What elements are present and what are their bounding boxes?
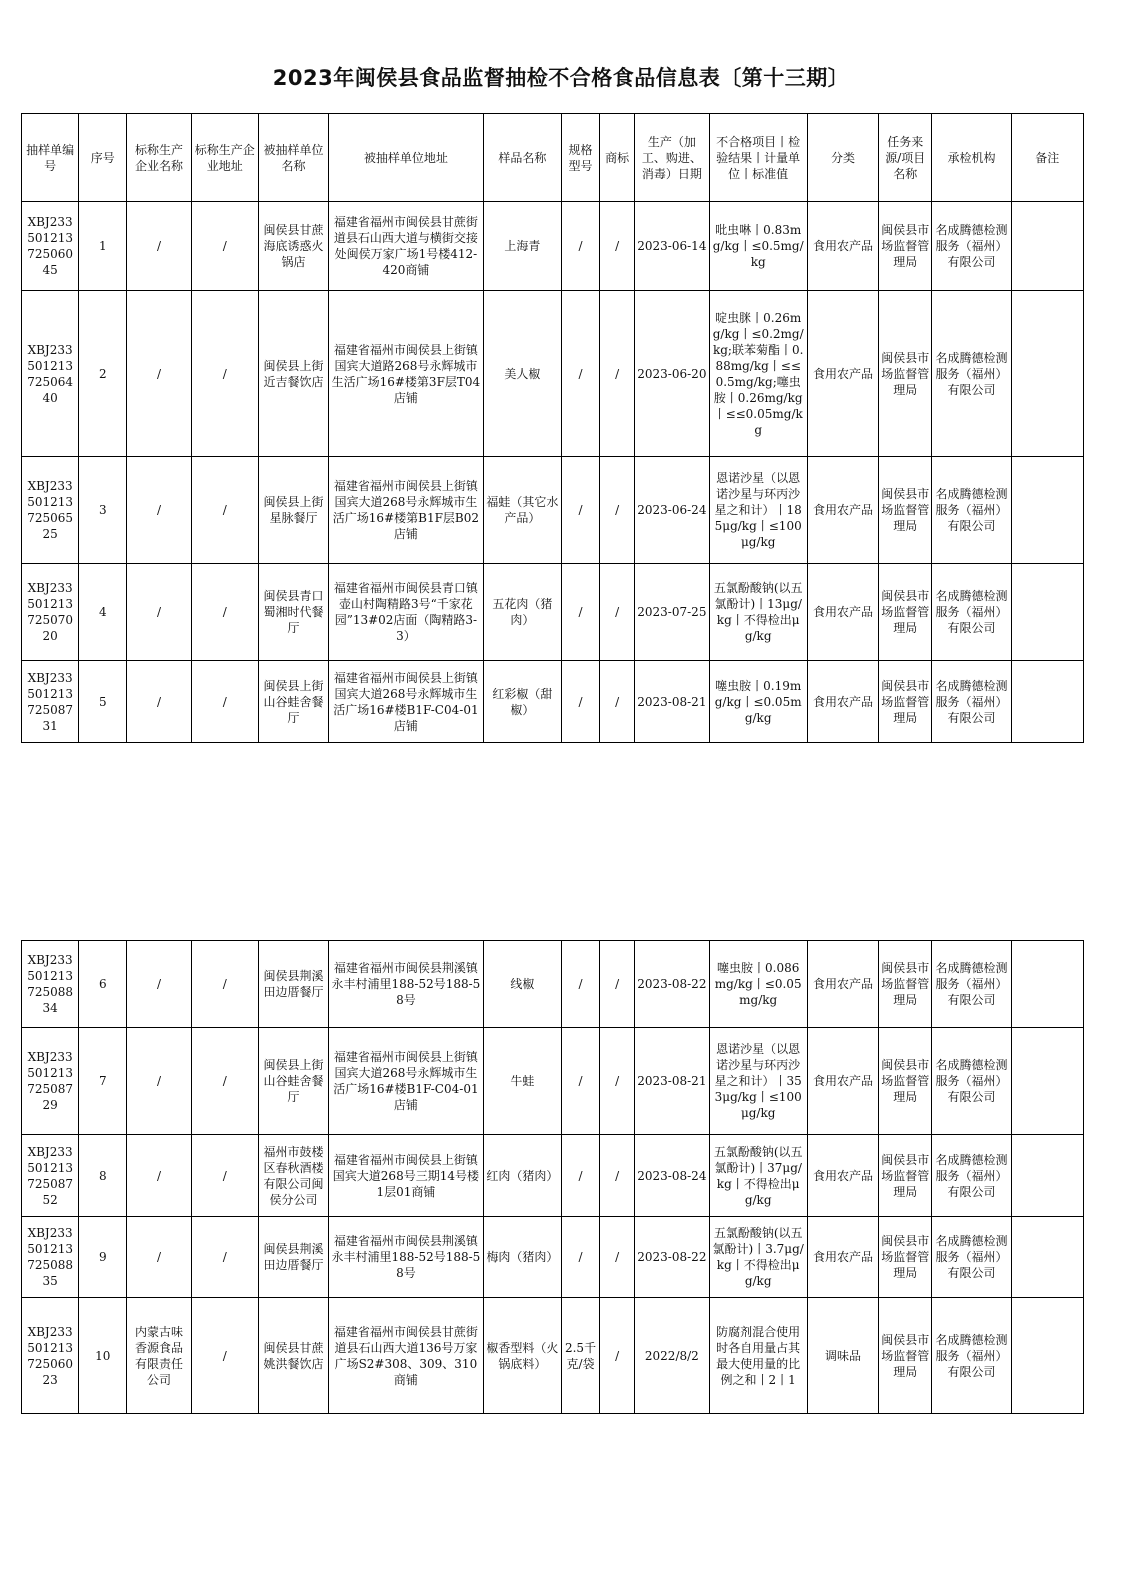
cell-manufacturer-address: / [191,202,258,291]
table-row [22,457,1084,564]
cell-production-date: 2023-07-25 [635,564,709,661]
cell-manufacturer-name: / [127,564,191,661]
cell-sampled-unit-address: 福建省福州市闽侯县荆溪镇永丰村浦里188-52号188-58号 [329,1217,484,1298]
cell-inspection-agency: 名成腾德检测服务（福州）有限公司 [932,1217,1011,1298]
cell-sample-name: 五花肉（猪肉） [483,564,561,661]
cell-category: 食用农产品 [807,661,878,743]
cell-trademark: / [600,1028,635,1135]
cell-sample-name: 红彩椒（甜椒） [483,661,561,743]
cell-category: 食用农产品 [807,457,878,564]
cell-manufacturer-name: / [127,1135,191,1217]
cell-trademark: / [600,1217,635,1298]
header-manufacturer-address: 标称生产企业地址 [191,114,258,202]
header-spec: 规格型号 [561,114,599,202]
cell-failed-item: 恩诺沙星（以恩诺沙星与环丙沙星之和计）丨353μg/kg丨≤100μg/kg [709,1028,807,1135]
cell-spec: 2.5千克/袋 [561,1298,599,1414]
cell-sample-id: XBJ23350121372508834 [22,941,79,1028]
cell-production-date: 2023-08-24 [635,1135,709,1217]
header-category: 分类 [807,114,878,202]
header-manufacturer-name: 标称生产企业名称 [127,114,191,202]
cell-sampled-unit-name: 闽侯县上街近吉餐饮店 [258,291,328,457]
cell-sample-id: XBJ23350121372506023 [22,1298,79,1414]
cell-sampled-unit-name: 闽侯县甘蔗海底诱惑火锅店 [258,202,328,291]
header-trademark: 商标 [600,114,635,202]
cell-sampled-unit-name: 闽侯县上街山谷蛙舍餐厅 [258,1028,328,1135]
cell-sampled-unit-address: 福建省福州市闽侯县青口镇壶山村陶精路3号“千家花园”13#02店面（陶精路3-3） [329,564,484,661]
cell-task-source: 闽侯县市场监督管理局 [879,202,932,291]
cell-inspection-agency: 名成腾德检测服务（福州）有限公司 [932,661,1011,743]
cell-spec: / [561,457,599,564]
cell-sample-id: XBJ23350121372508731 [22,661,79,743]
cell-sample-id: XBJ23350121372506440 [22,291,79,457]
table-row [22,1028,1084,1135]
cell-category: 食用农产品 [807,941,878,1028]
cell-manufacturer-address: / [191,941,258,1028]
cell-spec: / [561,1135,599,1217]
cell-manufacturer-name: 内蒙古味香源食品有限责任公司 [127,1298,191,1414]
cell-sampled-unit-address: 福建省福州市闽侯县上街镇国宾大道268号永辉城市生活广场16#楼B1F-C04-01店铺 [329,661,484,743]
cell-remarks [1011,457,1083,564]
cell-manufacturer-name: / [127,941,191,1028]
cell-remarks [1011,202,1083,291]
cell-remarks [1011,941,1083,1028]
header-sampled-unit-address: 被抽样单位地址 [329,114,484,202]
header-inspection-agency: 承检机构 [932,114,1011,202]
cell-manufacturer-address: / [191,1298,258,1414]
table-row [22,941,1084,1028]
cell-sample-id: XBJ23350121372508835 [22,1217,79,1298]
cell-sample-name: 椒香型料（火锅底料） [483,1298,561,1414]
cell-sample-id: XBJ23350121372506525 [22,457,79,564]
cell-manufacturer-address: / [191,1028,258,1135]
page-title: 2023年闽侯县食品监督抽检不合格食品信息表〔第十三期〕 [272,66,850,90]
cell-failed-item: 防腐剂混合使用时各自用量占其最大使用量的比例之和丨2丨1 [709,1298,807,1414]
cell-sampled-unit-address: 福建省福州市闽侯县上街镇国宾大道268号三期14号楼1层01商铺 [329,1135,484,1217]
cell-failed-item: 五氯酚酸钠(以五氯酚计)丨37μg/kg丨不得检出μg/kg [709,1135,807,1217]
cell-manufacturer-address: / [191,1217,258,1298]
cell-task-source: 闽侯县市场监督管理局 [879,1135,932,1217]
cell-task-source: 闽侯县市场监督管理局 [879,1028,932,1135]
header-task-source: 任务来源/项目名称 [879,114,932,202]
cell-sampled-unit-address: 福建省福州市闽侯县上街镇国宾大道路268号永辉城市生活广场16#楼第3F层T04店铺 [329,291,484,457]
cell-manufacturer-address: / [191,457,258,564]
cell-task-source: 闽侯县市场监督管理局 [879,291,932,457]
header-row [22,114,1084,202]
cell-spec: / [561,661,599,743]
cell-sample-name: 线椒 [483,941,561,1028]
cell-sampled-unit-name: 闽侯县甘蔗姚洪餐饮店 [258,1298,328,1414]
cell-sample-name: 牛蛙 [483,1028,561,1135]
header-failed-item: 不合格项目丨检验结果丨计量单位丨标准值 [709,114,807,202]
cell-inspection-agency: 名成腾德检测服务（福州）有限公司 [932,564,1011,661]
header-sample-name: 样品名称 [483,114,561,202]
cell-sampled-unit-address: 福建省福州市闽侯县甘蔗街道县石山西大道与横街交接处闽侯万家广场1号楼412-420商铺 [329,202,484,291]
cell-trademark: / [600,941,635,1028]
table-row [22,202,1084,291]
cell-serial-no: 6 [79,941,127,1028]
cell-task-source: 闽侯县市场监督管理局 [879,1217,932,1298]
cell-production-date: 2023-08-21 [635,1028,709,1135]
cell-manufacturer-name: / [127,291,191,457]
cell-trademark: / [600,1135,635,1217]
cell-sampled-unit-name: 闽侯县荆溪田边厝餐厅 [258,1217,328,1298]
cell-sampled-unit-name: 闽侯县青口蜀湘时代餐厅 [258,564,328,661]
cell-category: 食用农产品 [807,291,878,457]
cell-sample-id: XBJ23350121372508752 [22,1135,79,1217]
cell-manufacturer-name: / [127,661,191,743]
header-sampled-unit-name: 被抽样单位名称 [258,114,328,202]
cell-trademark: / [600,1298,635,1414]
table-row [22,1298,1084,1414]
cell-sampled-unit-name: 闽侯县上街山谷蛙舍餐厅 [258,661,328,743]
cell-serial-no: 7 [79,1028,127,1135]
cell-task-source: 闽侯县市场监督管理局 [879,1298,932,1414]
cell-serial-no: 3 [79,457,127,564]
cell-trademark: / [600,457,635,564]
cell-remarks [1011,564,1083,661]
cell-serial-no: 1 [79,202,127,291]
cell-manufacturer-name: / [127,1028,191,1135]
cell-trademark: / [600,291,635,457]
cell-serial-no: 5 [79,661,127,743]
table-row [22,564,1084,661]
cell-sample-id: XBJ23350121372508729 [22,1028,79,1135]
cell-manufacturer-name: / [127,457,191,564]
cell-sampled-unit-address: 福建省福州市闽侯县上街镇国宾大道268号永辉城市生活广场16#楼第B1F层B02店铺 [329,457,484,564]
cell-inspection-agency: 名成腾德检测服务（福州）有限公司 [932,1135,1011,1217]
cell-sampled-unit-name: 闽侯县荆溪田边厝餐厅 [258,941,328,1028]
cell-inspection-agency: 名成腾德检测服务（福州）有限公司 [932,202,1011,291]
cell-serial-no: 4 [79,564,127,661]
cell-failed-item: 恩诺沙星（以恩诺沙星与环丙沙星之和计）丨185μg/kg丨≤100μg/kg [709,457,807,564]
cell-task-source: 闽侯县市场监督管理局 [879,564,932,661]
cell-failed-item: 吡虫啉丨0.83mg/kg丨≤0.5mg/kg [709,202,807,291]
cell-sampled-unit-address: 福建省福州市闽侯县甘蔗街道县石山西大道136号万家广场S2#308、309、310商铺 [329,1298,484,1414]
cell-spec: / [561,564,599,661]
cell-category: 食用农产品 [807,564,878,661]
cell-category: 调味品 [807,1298,878,1414]
cell-manufacturer-address: / [191,661,258,743]
table-row [22,1135,1084,1217]
table-row [22,291,1084,457]
cell-production-date: 2023-06-20 [635,291,709,457]
cell-sample-id: XBJ23350121372506045 [22,202,79,291]
table-row [22,1217,1084,1298]
cell-task-source: 闽侯县市场监督管理局 [879,457,932,564]
cell-category: 食用农产品 [807,202,878,291]
cell-spec: / [561,202,599,291]
cell-category: 食用农产品 [807,1217,878,1298]
cell-sample-name: 梅肉（猪肉） [483,1217,561,1298]
cell-failed-item: 啶虫脒丨0.26mg/kg丨≤0.2mg/kg;联苯菊酯丨0.88mg/kg丨≤≤0.5mg/kg;噻虫胺丨0.26mg/kg丨≤≤0.05mg/kg [709,291,807,457]
header-production-date: 生产（加工、购进、消毒）日期 [635,114,709,202]
cell-sampled-unit-name: 闽侯县上街星脉餐厅 [258,457,328,564]
table-row [22,661,1084,743]
cell-trademark: / [600,661,635,743]
cell-manufacturer-address: / [191,1135,258,1217]
cell-sample-id: XBJ23350121372507020 [22,564,79,661]
cell-inspection-agency: 名成腾德检测服务（福州）有限公司 [932,1298,1011,1414]
cell-manufacturer-address: / [191,564,258,661]
cell-production-date: 2023-06-24 [635,457,709,564]
cell-spec: / [561,291,599,457]
cell-serial-no: 8 [79,1135,127,1217]
cell-spec: / [561,1028,599,1135]
cell-sample-name: 福蛙（其它水产品） [483,457,561,564]
cell-sample-name: 上海青 [483,202,561,291]
cell-spec: / [561,941,599,1028]
cell-failed-item: 五氯酚酸钠(以五氯酚计)丨3.7μg/kg丨不得检出μg/kg [709,1217,807,1298]
cell-manufacturer-address: / [191,291,258,457]
cell-task-source: 闽侯县市场监督管理局 [879,661,932,743]
cell-failed-item: 噻虫胺丨0.086mg/kg丨≤0.05mg/kg [709,941,807,1028]
cell-sample-name: 美人椒 [483,291,561,457]
cell-production-date: 2023-08-22 [635,1217,709,1298]
cell-failed-item: 五氯酚酸钠(以五氯酚计)丨13μg/kg丨不得检出μg/kg [709,564,807,661]
cell-inspection-agency: 名成腾德检测服务（福州）有限公司 [932,457,1011,564]
header-remarks: 备注 [1011,114,1083,202]
cell-failed-item: 噻虫胺丨0.19mg/kg丨≤0.05mg/kg [709,661,807,743]
cell-remarks [1011,1298,1083,1414]
cell-sampled-unit-address: 福建省福州市闽侯县上街镇国宾大道268号永辉城市生活广场16#楼B1F-C04-01店铺 [329,1028,484,1135]
cell-task-source: 闽侯县市场监督管理局 [879,941,932,1028]
cell-trademark: / [600,202,635,291]
cell-serial-no: 2 [79,291,127,457]
cell-production-date: 2022/8/2 [635,1298,709,1414]
cell-production-date: 2023-08-21 [635,661,709,743]
inspection-table-part-1 [21,113,1084,743]
cell-remarks [1011,1028,1083,1135]
cell-sample-name: 红肉（猪肉） [483,1135,561,1217]
cell-serial-no: 10 [79,1298,127,1414]
cell-manufacturer-name: / [127,202,191,291]
cell-sampled-unit-address: 福建省福州市闽侯县荆溪镇永丰村浦里188-52号188-58号 [329,941,484,1028]
cell-inspection-agency: 名成腾德检测服务（福州）有限公司 [932,941,1011,1028]
cell-category: 食用农产品 [807,1028,878,1135]
cell-category: 食用农产品 [807,1135,878,1217]
cell-remarks [1011,1135,1083,1217]
cell-sampled-unit-name: 福州市鼓楼区春秋酒楼有限公司闽侯分公司 [258,1135,328,1217]
cell-remarks [1011,661,1083,743]
cell-remarks [1011,291,1083,457]
cell-manufacturer-name: / [127,1217,191,1298]
header-sample-id: 抽样单编号 [22,114,79,202]
header-serial-no: 序号 [79,114,127,202]
cell-production-date: 2023-06-14 [635,202,709,291]
cell-inspection-agency: 名成腾德检测服务（福州）有限公司 [932,291,1011,457]
cell-trademark: / [600,564,635,661]
cell-spec: / [561,1217,599,1298]
cell-production-date: 2023-08-22 [635,941,709,1028]
cell-inspection-agency: 名成腾德检测服务（福州）有限公司 [932,1028,1011,1135]
inspection-table-part-2 [21,940,1084,1414]
cell-remarks [1011,1217,1083,1298]
cell-serial-no: 9 [79,1217,127,1298]
